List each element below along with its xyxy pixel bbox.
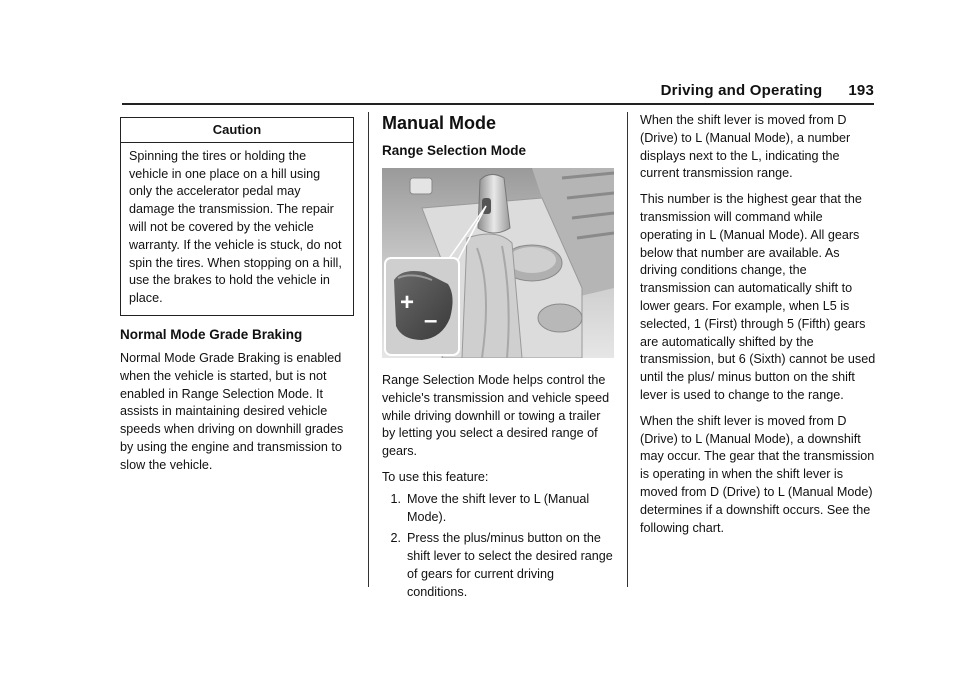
header-divider bbox=[122, 103, 874, 105]
page-header bbox=[661, 82, 874, 99]
normal-mode-text: Normal Mode Grade Braking is enabled when the vehicle is started, but is not enabled in Range Selection Mode. It assists in maintaining desired vehicle speeds when driving on downhill grades by using the engine and transmission to slow the vehicle. bbox=[120, 350, 344, 472]
column-divider-1 bbox=[368, 112, 369, 587]
section-title: Driving and Operating bbox=[660, 82, 823, 99]
paragraph-highest-gear: This number is the highest gear that the transmission will command while operating in L (Manual Mode). All gears below that number are available. As driving conditions change, the transmission can automatically shift to lower gears. For example, when L5 is selected, 1 (First) through 5 (Fifth) gears are automatically shifted by the transmission, but 6 (Sixth) cannot be used until the plus/ minus button on the shift lever is used to change to the range. bbox=[640, 192, 876, 402]
shift-lever-image bbox=[382, 168, 614, 358]
use-feature-label: To use this feature: bbox=[382, 469, 489, 484]
page-number: 193 bbox=[848, 82, 874, 99]
step-text: Move the shift lever to L (Manual Mode). bbox=[407, 491, 590, 524]
column-right bbox=[640, 112, 876, 537]
range-selection-heading: Range Selection Mode bbox=[382, 143, 527, 158]
caution-text: Spinning the tires or holding the vehicle in one place on a hill using only the accelerator pedal may damage the transmission. The repair will not be covered by the vehicle warranty. If the vehicle is stuck, do not spin the tires. When stopping on a hill, use the brakes to hold the vehicle in place. bbox=[129, 148, 342, 306]
list-item bbox=[382, 491, 614, 527]
step-number: 1. bbox=[390, 491, 401, 506]
column-left bbox=[120, 112, 356, 475]
list-item bbox=[382, 530, 614, 601]
column-divider-2 bbox=[627, 112, 628, 587]
minus-button-symbol: – bbox=[424, 307, 438, 334]
step-number: 2. bbox=[390, 531, 401, 546]
column-middle bbox=[382, 112, 614, 606]
range-selection-intro: Range Selection Mode helps control the vehicle's transmission and vehicle speed while driving downhill or towing a trailer by letting you select a desired range of gears. bbox=[382, 373, 610, 459]
paragraph-downshift: When the shift lever is moved from D (Drive) to L (Manual Mode), a downshift may occur. The gear that the transmission is operating in when the shift lever is moved from D (Drive) to L (Manual Mode) determines if a downshift occurs. See the following chart. bbox=[640, 413, 875, 535]
normal-mode-heading: Normal Mode Grade Braking bbox=[120, 326, 303, 342]
steps-list bbox=[382, 491, 614, 602]
shift-lever-illustration bbox=[382, 168, 614, 358]
plus-button-symbol: + bbox=[400, 289, 415, 316]
step-text: Press the plus/minus button on the shift lever to select the desired range of gears for current driving conditions. bbox=[407, 531, 613, 599]
paragraph-display-number: When the shift lever is moved from D (Drive) to L (Manual Mode), a number displays next to the L, indicating the current transmission range. bbox=[640, 113, 851, 181]
caution-box bbox=[120, 117, 354, 316]
manual-mode-heading: Manual Mode bbox=[382, 113, 497, 133]
caution-title: Caution bbox=[121, 118, 353, 143]
